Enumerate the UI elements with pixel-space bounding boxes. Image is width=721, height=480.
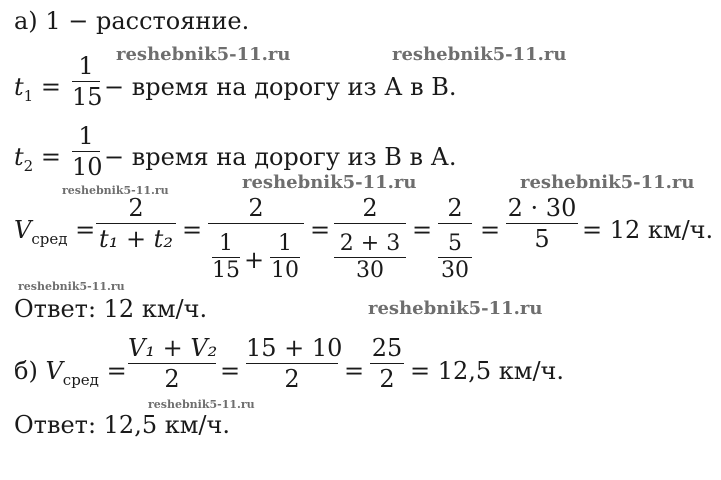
t1-denominator: 15 [72, 83, 103, 111]
watermark: reshebnik5-11.ru [392, 44, 567, 65]
vavg-f4-bar [438, 223, 472, 224]
vavg-f2-den-b-numerator: 1 [278, 231, 292, 256]
vavg-f1-bar [96, 223, 176, 224]
watermark: reshebnik5-11.ru [148, 398, 255, 411]
t2-equals: = [40, 143, 61, 171]
part-b-equals-2: = [220, 357, 241, 385]
part-b-f3-denominator: 2 [379, 365, 395, 393]
part-b-equals: = [106, 357, 127, 385]
watermark: reshebnik5-11.ru [18, 280, 125, 293]
vavg-equals-3: = [310, 216, 331, 244]
watermark: reshebnik5-11.ru [116, 44, 291, 65]
t2-symbol: t [14, 143, 24, 171]
part-b-label: б) [14, 357, 38, 385]
vavg-fraction-1 [96, 194, 176, 253]
part-b-fraction-3 [370, 334, 404, 393]
vavg-f3-den-denominator: 30 [356, 258, 384, 283]
vavg-symbol: V [14, 216, 32, 244]
vavg-equals-2: = [182, 216, 203, 244]
t1-fraction [72, 52, 103, 111]
vavg-equals: = [75, 216, 96, 244]
part-b-v-symbol: V [45, 357, 63, 385]
t2-fraction-bar [72, 151, 100, 152]
t1-subscript: 1 [23, 87, 34, 105]
vavg-f2-den-a-denominator: 15 [212, 258, 240, 283]
vavg-f2-den-b-denominator: 10 [271, 258, 299, 283]
t2-numerator: 1 [78, 122, 94, 150]
part-b-result: = 12,5 км/ч. [410, 357, 565, 385]
t2-variable [14, 142, 61, 175]
watermark: reshebnik5-11.ru [520, 172, 695, 193]
t1-fraction-bar [72, 81, 100, 82]
t1-equals: = [40, 73, 61, 101]
part-b-equals-3: = [344, 357, 365, 385]
vavg-f3-numerator: 2 [362, 194, 378, 222]
t1-description: − время на дорогу из А в В. [104, 73, 457, 101]
vavg-f1-numerator: 2 [128, 194, 144, 222]
part-b-v-subscript: сред [62, 371, 99, 389]
watermark: reshebnik5-11.ru [62, 184, 169, 197]
vavg-f2-den-fraction-a [212, 232, 240, 283]
vavg-f1-denominator: t₁ + t₂ [99, 225, 173, 253]
vavg-f2-den-a-numerator: 1 [219, 231, 233, 256]
part-b-f2-bar [246, 363, 338, 364]
part-b-fraction-1 [128, 334, 216, 393]
vavg-subscript: сред [31, 230, 68, 248]
part-a-distance-text: 1 − расстояние. [45, 7, 250, 35]
t1-variable [14, 72, 61, 105]
t1-symbol: t [14, 73, 24, 101]
vavg-f4-den-fraction [438, 232, 472, 283]
t2-fraction [72, 122, 103, 181]
vavg-equals-5: = [480, 216, 501, 244]
part-b-answer: Ответ: 12,5 км/ч. [14, 411, 230, 439]
vavg-result: = 12 км/ч. [582, 216, 714, 244]
t2-description: − время на дорогу из В в А. [104, 143, 457, 171]
vavg-f5-numerator: 2 · 30 [507, 194, 577, 222]
vavg-f4-den-numerator: 5 [448, 231, 462, 256]
watermark: reshebnik5-11.ru [368, 298, 543, 319]
part-b-f2-denominator: 2 [284, 365, 300, 393]
part-b-f1-bar [128, 363, 216, 364]
vavg-equals-4: = [412, 216, 433, 244]
part-b-f1-numerator: V₁ + V₂ [128, 334, 218, 362]
vavg-fraction-4 [438, 194, 472, 225]
vavg-f5-bar [506, 223, 578, 224]
part-b-f3-bar [370, 363, 404, 364]
part-a-label: а) [14, 7, 38, 35]
vavg-f3-den-numerator: 2 + 3 [339, 231, 401, 256]
vavg-f2-den-plus: + [244, 246, 265, 274]
part-b-f3-numerator: 25 [371, 334, 403, 362]
vavg-f3-bar [334, 223, 406, 224]
part-b-variable [14, 356, 127, 389]
vavg-fraction-5 [506, 194, 578, 253]
t2-subscript: 2 [23, 157, 34, 175]
t1-numerator: 1 [78, 52, 94, 80]
vavg-f2-den-fraction-b [270, 232, 300, 283]
vavg-fraction-2 [208, 194, 304, 225]
vavg-f5-denominator: 5 [534, 225, 550, 253]
vavg-f3-den-fraction [334, 232, 406, 283]
vavg-f2-bar [208, 223, 304, 224]
part-b-f1-denominator: 2 [164, 365, 180, 393]
vavg-f2-numerator: 2 [248, 194, 264, 222]
part-b-f2-numerator: 15 + 10 [246, 334, 343, 362]
vavg-fraction-3 [334, 194, 406, 225]
vavg-f4-den-denominator: 30 [441, 258, 469, 283]
part-b-fraction-2 [246, 334, 343, 393]
t2-denominator: 10 [72, 153, 103, 181]
vavg-f4-numerator: 2 [447, 194, 463, 222]
watermark: reshebnik5-11.ru [242, 172, 417, 193]
part-a-intro [14, 6, 249, 36]
vavg-variable [14, 215, 95, 248]
part-a-answer: Ответ: 12 км/ч. [14, 295, 208, 323]
